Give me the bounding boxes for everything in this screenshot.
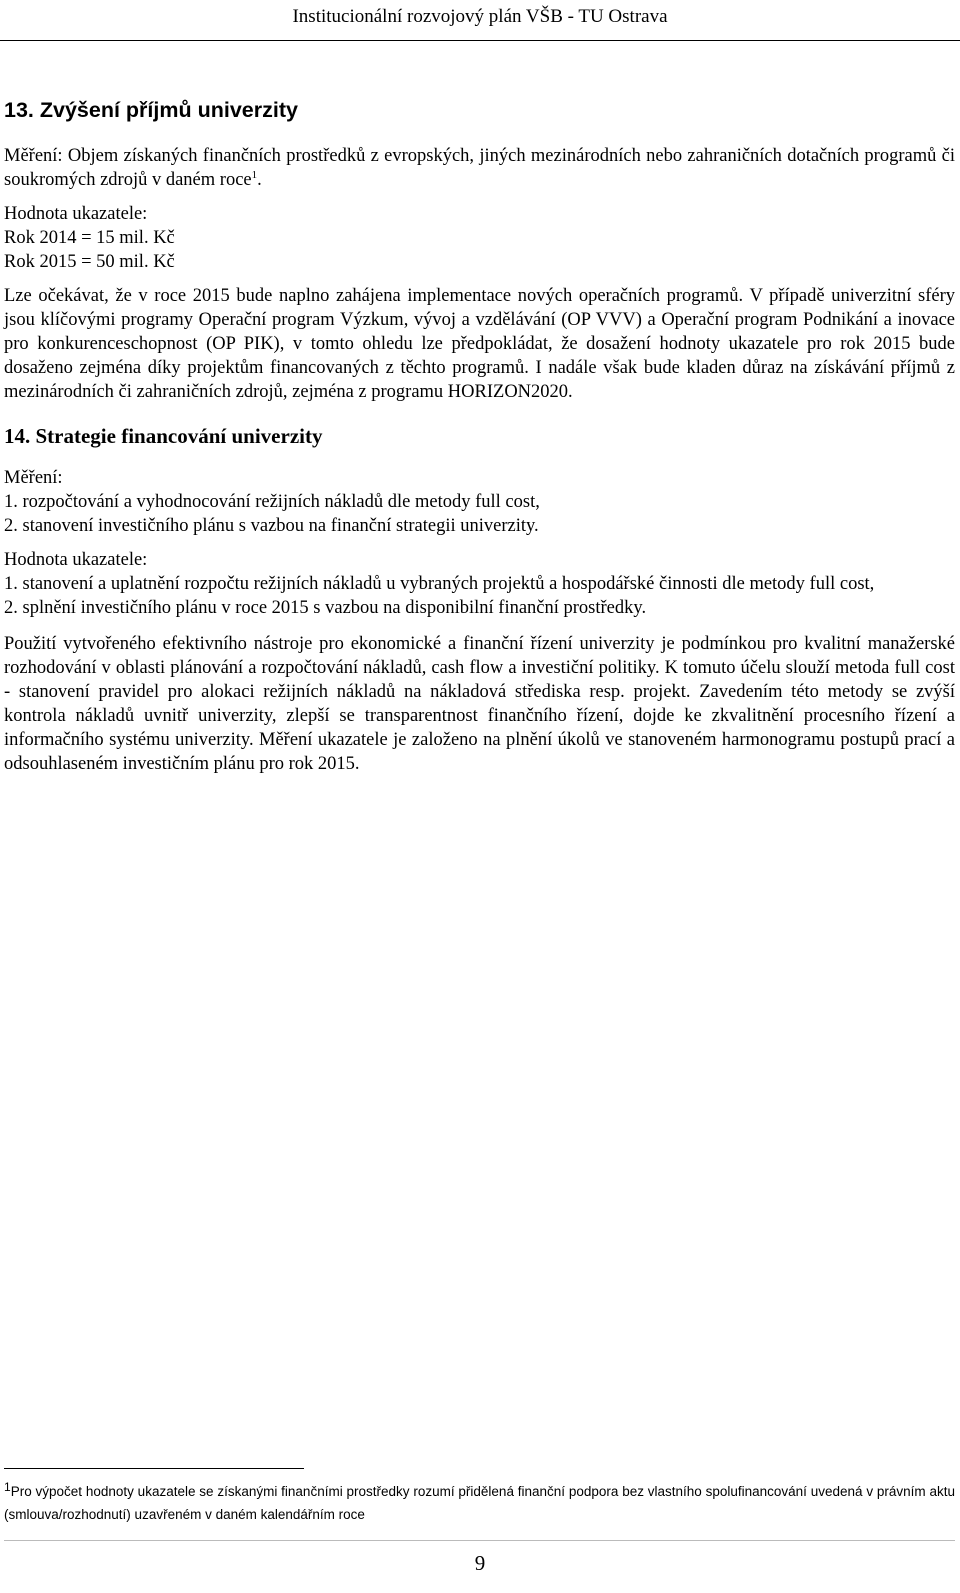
section-13-values (4, 202, 955, 274)
section-14-measurement (4, 466, 955, 538)
page-number: 9 (474, 1551, 486, 1575)
measurement-text: Objem získaných finančních prostředků z evropských, jiných mezinárodních nebo zahraničních dotačních programů či soukromých zdrojů v daném roce (4, 146, 956, 190)
footer-rule (4, 1540, 955, 1541)
measurement-item: 2. stanovení investičního plánu s vazbou na finanční strategii univerzity. (4, 516, 539, 536)
page-content (4, 96, 955, 786)
value-row: Rok 2014 = 15 mil. Kč (4, 228, 175, 248)
measurement-end: . (257, 170, 262, 190)
measurement-item: 1. rozpočtování a vyhodnocování režijních nákladů dle metody full cost, (4, 492, 540, 512)
measurement-label: Měření: (4, 468, 63, 488)
measurement-label: Měření: (4, 146, 63, 166)
footnote-marker: 1 (4, 1480, 11, 1494)
value-label: Hodnota ukazatele: (4, 550, 148, 570)
footnote-rule (4, 1468, 304, 1469)
section-13-paragraph: Lze očekávat, že v roce 2015 bude naplno zahájena implementace nových operačních programů. V případě univerzitní sféry jsou klíčovými programy Operační program Výzkum, vývoj a vzdělávání (OP VVV) a Operační program Podnikání a inovace pro konkurenceschopnost (OP PIK), v tomto ohledu lze předpokládat, že dosažení hodnoty ukazatele pro rok 2015 bude dosaženo zejména díky projektům financovaných z těchto programů. I nadále však bude kladen důraz na získávání příjmů z mezinárodních či zahraničních zdrojů, zejména z programu HORIZON2020. (4, 286, 955, 402)
section-14-values (4, 548, 955, 620)
section-14-paragraph: Použití vytvořeného efektivního nástroje pro ekonomické a finanční řízení univerzity je podmínkou pro kvalitní manažerské rozhodování v oblasti plánování a rozpočtování nákladů, cash flow a investiční politiky. K tomuto účelu slouží metoda full cost - stanovení pravidel pro alokaci režijních nákladů na nákladová střediska resp. projekt. Zavedením této metody se zvýší kontrola nákladů uvnitř univerzity, zlepší se transparentnost finančního řízení, dojde ke zkvalitnění procesního řízení a informačního systému univerzity. Měření ukazatele je založeno na plnění úkolů ve stanoveném harmonogramu postupů prací a odsouhlaseném investičním plánu pro rok 2015. (4, 634, 955, 774)
section-13-measurement (4, 144, 955, 192)
section-13-heading: 13. Zvýšení příjmů univerzity (4, 98, 298, 122)
value-item: 2. splnění investičního plánu v roce 2015 s vazbou na disponibilní finanční prostředky. (4, 598, 647, 618)
value-row: Rok 2015 = 50 mil. Kč (4, 252, 175, 272)
footnote-ref[interactable]: 1 (251, 169, 258, 181)
header-rule (0, 40, 960, 41)
page-header: Institucionální rozvojový plán VŠB - TU Ostrava (292, 6, 668, 27)
footnote (4, 1480, 955, 1526)
footnote-text: Pro výpočet hodnoty ukazatele se získanými finančními prostředky rozumí přidělená finanční podpora bez vlastního spolufinancování uvedená v právním aktu (smlouva/rozhodnutí) uzavřeném v daném kalendářním roce (4, 1484, 955, 1522)
value-item: 1. stanovení a uplatnění rozpočtu režijních nákladů u vybraných projektů a hospodářské činnosti dle metody full cost, (4, 574, 875, 594)
value-label: Hodnota ukazatele: (4, 204, 148, 224)
section-14-heading: 14. Strategie financování univerzity (4, 424, 323, 448)
